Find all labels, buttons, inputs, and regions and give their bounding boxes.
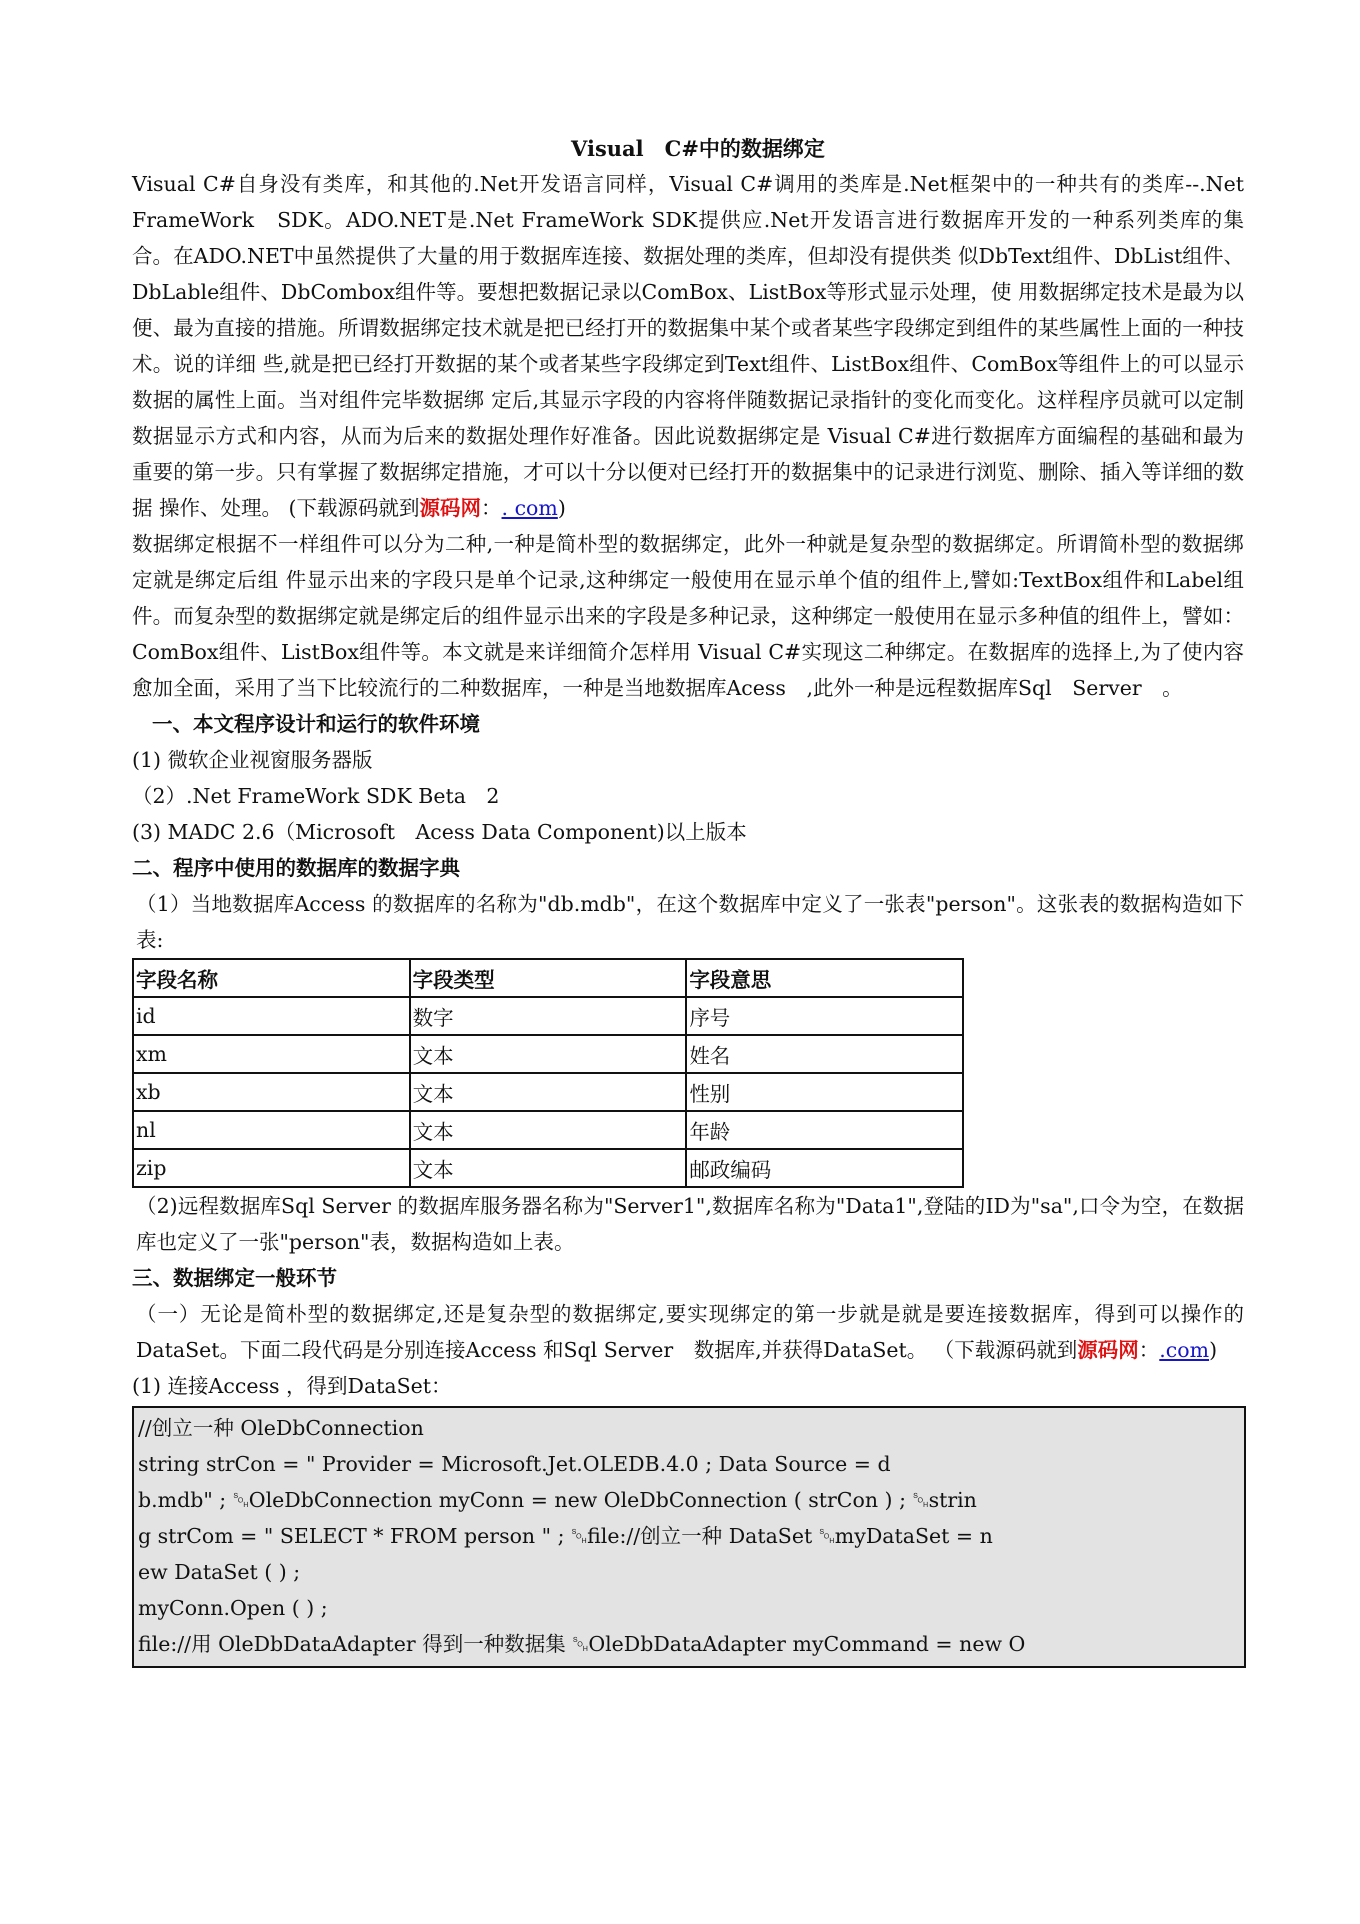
table-row [133, 1149, 963, 1187]
intro-paragraph-2: 数据绑定根据不一样组件可以分为二种,一种是简朴型的数据绑定，此外一种就是复杂型的数据绑定。所谓简朴型的数据绑定就是绑定后组 件显示出来的字段只是单个记录,这种绑定一般使用在显示单个值的组件上,譬如:TextBox组件和Label组件。而复杂型的数据绑定就是绑定后的组件显示出来的字段是多种记录，这种绑定一般使用在显示多种值的组件上，譬如：ComBox组件、ListBox组件等。本文就是来详细简介怎样用 Visual C#实现这二种绑定。在数据库的选择上,为了使内容愈加全面，采用了当下比较流行的二种数据库，一种是当地数据库Acess ,此外一种是远程数据库Sql Server 。 [132, 532, 1244, 700]
close-paren: ) [557, 496, 566, 520]
code-line: file://用 OleDbDataAdapter 得到一种数据集 ␁OleDbDataAdapter myCommand = new O [138, 1632, 1026, 1656]
env-item-3: (3) MADC 2.6（Microsoft Acess Data Component)以上版本 [132, 820, 747, 844]
table-cell: 序号 [686, 997, 963, 1035]
close-paren: ) [1209, 1338, 1218, 1362]
table-cell: 数字 [410, 997, 687, 1035]
table-cell: id [133, 997, 410, 1035]
download-link[interactable]: . com [501, 496, 558, 520]
download-link[interactable]: .com [1159, 1338, 1210, 1362]
section-heading-1: 一、本文程序设计和运行的软件环境 [152, 712, 480, 736]
document-body [132, 132, 1265, 1668]
intro-text: Visual C#自身没有类库，和其他的.Net开发语言同样，Visual C#调用的类库是.Net框架中的一种共有的类库--.Net FrameWork SDK。ADO.NET是.Net FrameWork SDK提供应.Net开发语言进行数据库开发的一种系列类库的集合。在ADO.NET中虽然提供了大量的用于数据库连接、数据处理的类库，但却没有提供类 似DbText组件、DbList组件、DbLable组件、DbCombox组件等。要想把数据记录以ComBox、ListBox等形式显示处理，使 用数据绑定技术是最为以便、最为直接的措施。所谓数据绑定技术就是把已经打开的数据集中某个或者某些字段绑定到组件的某些属性上面的一种技术。说的详细 些,就是把已经打开数据的某个或者某些字段绑定到Text组件、ListBox组件、ComBox等组件上的可以显示数据的属性上面。当对组件完毕数据绑 定后,其显示字段的内容将伴随数据记录指针的变化而变化。这样程序员就可以定制数据显示方式和内容，从而为后来的数据处理作好准备。因此说数据绑定是 Visual C#进行数据库方面编程的基础和最为重要的第一步。只有掌握了数据绑定措施，才可以十分以便对已经打开的数据集中的记录进行浏览、删除、插入等详细的数据 操作、处理。 (下载源码就到 [132, 172, 1265, 520]
code-line: b.mdb" ; ␁OleDbConnection myConn = new OleDbConnection ( strCon ) ; ␁strin [138, 1488, 977, 1512]
connect-access-label: (1) 连接Access ，得到DataSet： [132, 1374, 452, 1398]
table-row [133, 1035, 963, 1073]
table-cell: 姓名 [686, 1035, 963, 1073]
table-cell: 文本 [410, 1111, 687, 1149]
table-cell: xm [133, 1035, 410, 1073]
header-field-type: 字段类型 [410, 959, 687, 997]
access-db-paragraph: （1）当地数据库Access 的数据库的名称为"db.mdb"，在这个数据库中定义了一张表"person"。这张表的数据构造如下表: [136, 892, 1244, 952]
header-field-name: 字段名称 [133, 959, 410, 997]
table-cell: 文本 [410, 1035, 687, 1073]
binding-text: （一）无论是简朴型的数据绑定,还是复杂型的数据绑定,要实现绑定的第一步就是就是要连接数据库，得到可以操作的DataSet。下面二段代码是分别连接Access 和Sql Server 数据库,并获得DataSet。 （下载源码就到 [136, 1302, 1244, 1362]
env-item-2: （2）.Net FrameWork SDK Beta 2 [132, 784, 500, 808]
table-cell: 性别 [686, 1073, 963, 1111]
table-row [133, 997, 963, 1035]
table-cell: 文本 [410, 1073, 687, 1111]
table-cell: 邮政编码 [686, 1149, 963, 1187]
page-title: Visual C#中的数据绑定 [571, 136, 825, 161]
code-line: g strCom = " SELECT * FROM person " ; ␁file://创立一种 DataSet ␁myDataSet = n [138, 1524, 993, 1548]
binding-steps-paragraph [132, 1296, 1244, 1368]
code-line: //创立一种 OleDbConnection [138, 1416, 424, 1440]
section-heading-2: 二、程序中使用的数据库的数据字典 [132, 856, 460, 880]
colon: ： [481, 496, 502, 520]
colon: ： [1138, 1338, 1160, 1362]
env-item-1: (1) 微软企业视窗服务器版 [132, 748, 373, 772]
header-field-meaning: 字段意思 [686, 959, 963, 997]
table-cell: 年龄 [686, 1111, 963, 1149]
site-name: 源码网 [419, 496, 482, 520]
table-cell: xb [133, 1073, 410, 1111]
section-heading-3: 三、数据绑定一般环节 [132, 1266, 337, 1290]
code-line: string strCon = " Provider = Microsoft.Jet.OLEDB.4.0 ; Data Source = d [138, 1452, 891, 1476]
table-header-row [133, 959, 963, 997]
sql-server-paragraph: （2)远程数据库Sql Server 的数据库服务器名称为"Server1",数据库名称为"Data1",登陆的ID为"sa",口令为空，在数据库也定义了一张"person"表，数据构造如上表。 [136, 1194, 1244, 1254]
table-row [133, 1073, 963, 1111]
intro-paragraph-1 [132, 166, 1265, 526]
table-cell: 文本 [410, 1149, 687, 1187]
table-row [133, 1111, 963, 1149]
code-block [132, 1406, 1246, 1668]
data-dictionary-table [132, 958, 964, 1188]
table-cell: nl [133, 1111, 410, 1149]
code-line: ew DataSet ( ) ; [138, 1560, 301, 1584]
site-name: 源码网 [1077, 1338, 1139, 1362]
code-line: myConn.Open ( ) ; [138, 1596, 328, 1620]
table-cell: zip [133, 1149, 410, 1187]
